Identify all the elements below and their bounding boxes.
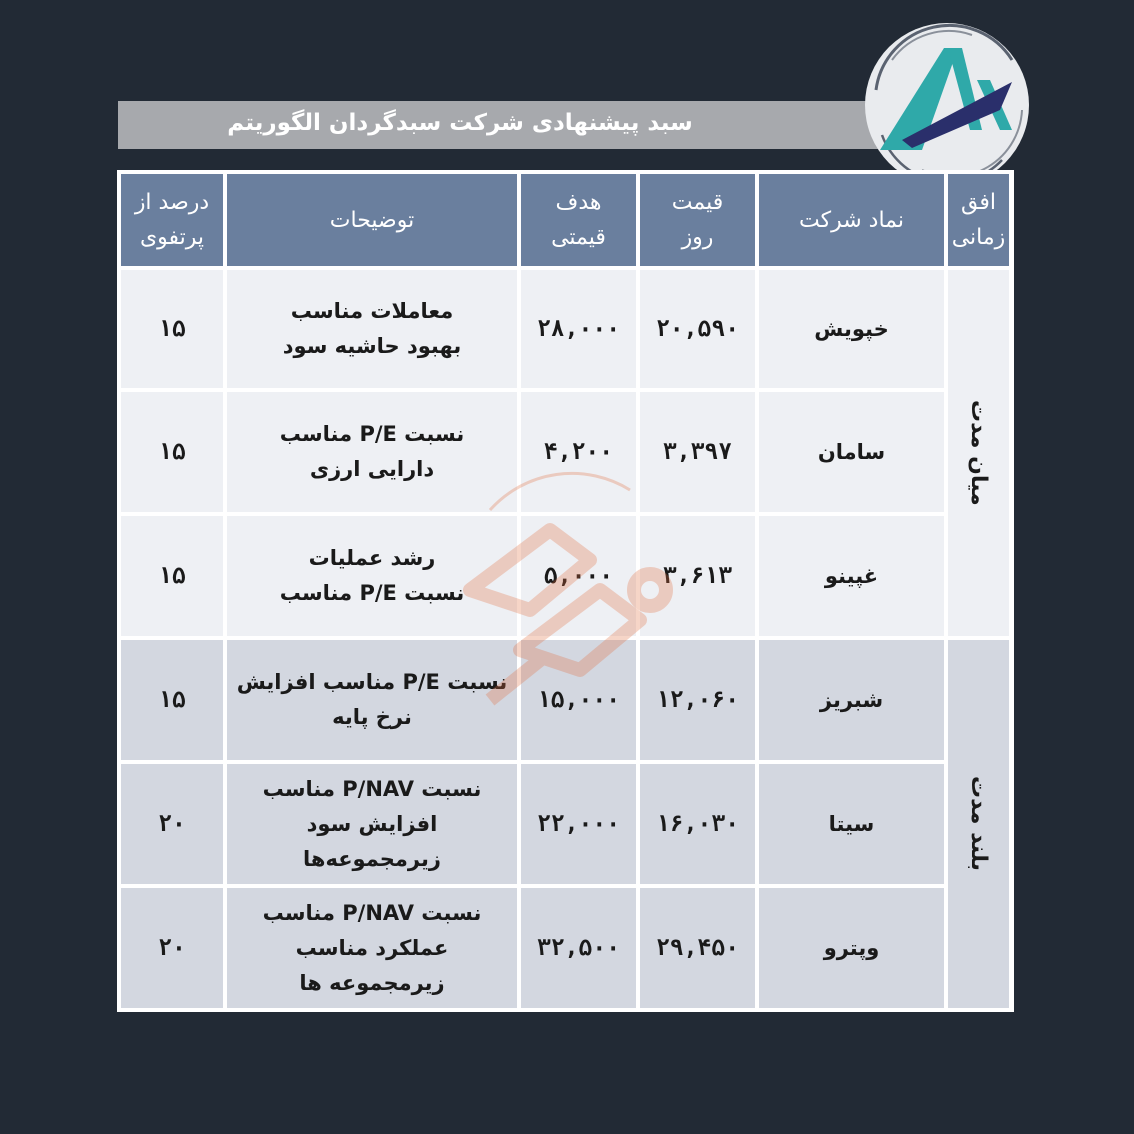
horizon-long: بلند مدت — [948, 640, 1009, 1008]
header-symbol: نماد شرکت — [759, 174, 944, 266]
row-percent: ۱۵ — [121, 270, 223, 388]
page-title: سبد پیشنهادی شرکت سبدگردان الگوریتم — [227, 110, 693, 136]
row-symbol: غپینو — [759, 516, 944, 636]
header-horizon: افق زمانی — [948, 174, 1009, 266]
row-target: ۲۸,۰۰۰ — [521, 270, 636, 388]
row-price: ۱۶,۰۳۰ — [640, 764, 755, 884]
row-target: ۵,۰۰۰ — [521, 516, 636, 636]
row-percent: ۱۵ — [121, 640, 223, 760]
row-description: نسبت P/E مناسب افزایش نرخ پایه — [227, 640, 517, 760]
row-target: ۴,۲۰۰ — [521, 392, 636, 512]
header-percent: درصد از پرتفوی — [121, 174, 223, 266]
row-percent: ۲۰ — [121, 888, 223, 1008]
row-price: ۳,۳۹۷ — [640, 392, 755, 512]
row-price: ۲۹,۴۵۰ — [640, 888, 755, 1008]
row-price: ۳,۶۱۳ — [640, 516, 755, 636]
row-percent: ۱۵ — [121, 392, 223, 512]
row-symbol: خپویش — [759, 270, 944, 388]
row-price: ۱۲,۰۶۰ — [640, 640, 755, 760]
company-logo-icon — [862, 20, 1032, 190]
horizon-mid: میان مدت — [948, 270, 1009, 636]
row-price: ۲۰,۵۹۰ — [640, 270, 755, 388]
row-target: ۳۲,۵۰۰ — [521, 888, 636, 1008]
row-description: معاملات مناسب بهبود حاشیه سود — [227, 270, 517, 388]
header-target: هدف قیمتی — [521, 174, 636, 266]
row-symbol: وپترو — [759, 888, 944, 1008]
row-description: نسبت P/NAV مناسب افزایش سود زیرمجموعه‌ها — [227, 764, 517, 884]
header-description: توضیحات — [227, 174, 517, 266]
portfolio-table — [117, 170, 1014, 1012]
row-symbol: سیتا — [759, 764, 944, 884]
row-percent: ۱۵ — [121, 516, 223, 636]
row-target: ۱۵,۰۰۰ — [521, 640, 636, 760]
row-description: نسبت P/NAV مناسب عملکرد مناسب زیرمجموعه ها — [227, 888, 517, 1008]
row-target: ۲۲,۰۰۰ — [521, 764, 636, 884]
row-description: نسبت P/E مناسب دارایی ارزی — [227, 392, 517, 512]
row-percent: ۲۰ — [121, 764, 223, 884]
row-symbol: شبریز — [759, 640, 944, 760]
row-description: رشد عملیات نسبت P/E مناسب — [227, 516, 517, 636]
row-symbol: سامان — [759, 392, 944, 512]
header-price: قیمت روز — [640, 174, 755, 266]
